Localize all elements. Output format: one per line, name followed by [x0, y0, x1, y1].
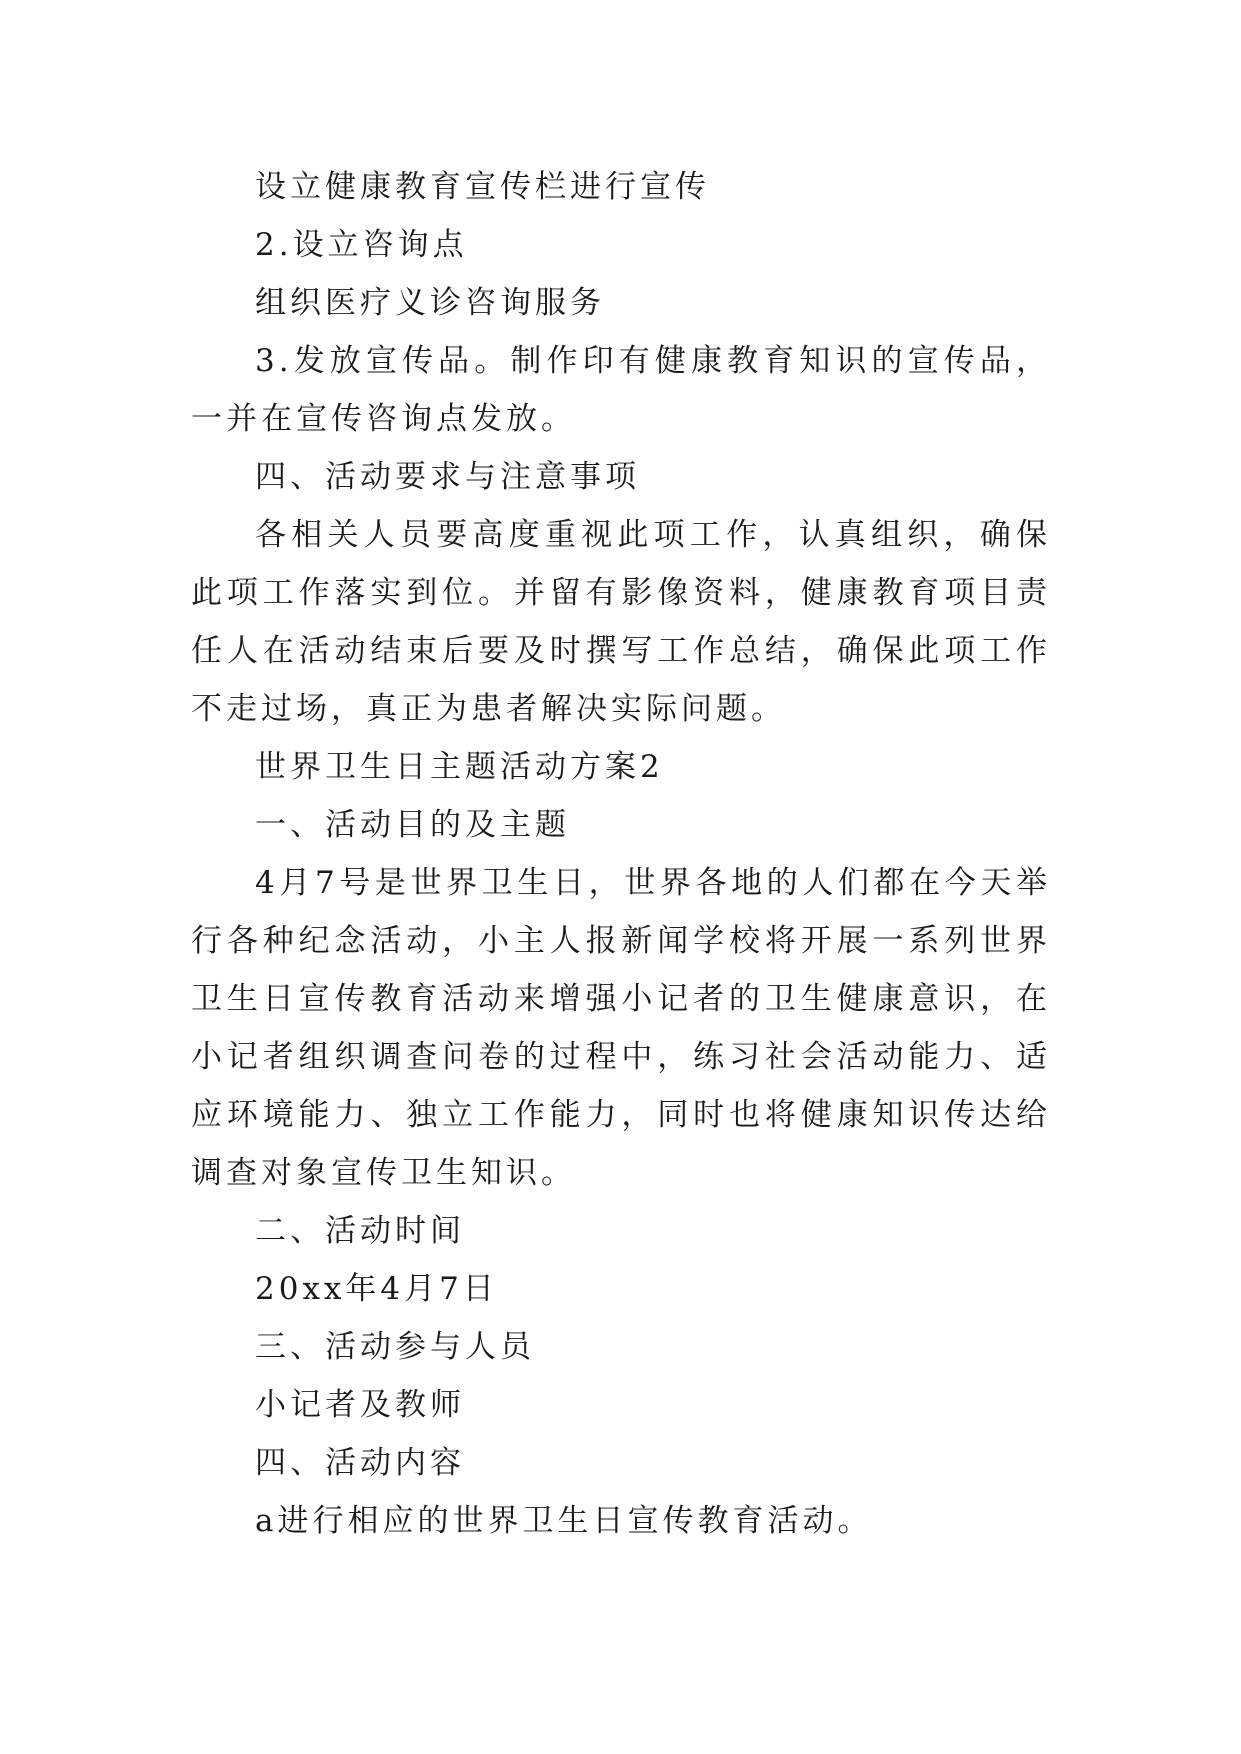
paragraph-content-item-a: a进行相应的世界卫生日宣传教育活动。: [255, 1503, 873, 1539]
section-heading-content: 四、活动内容: [255, 1445, 465, 1481]
paragraph-requirements-body: 各相关人员要高度重视此项工作，认真组织，确保此项工作落实到位。并留有影像资料，健康教育项目责任人在活动结束后要及时撰写工作总结，确保此项工作不走过场，真正为患者解决实际问题。: [191, 517, 1051, 727]
paragraph-consult-point-heading: 2.设立咨询点: [255, 227, 468, 263]
plan-title: 世界卫生日主题活动方案2: [255, 749, 664, 785]
paragraph-purpose-body: 4月7号是世界卫生日，世界各地的人们都在今天举行各种纪念活动，小主人报新闻学校将开展一系列世界卫生日宣传教育活动来增强小记者的卫生健康意识，在小记者组织调查问卷的过程中，练习社会活动能力、适应环境能力、独立工作能力，同时也将健康知识传达给调查对象宣传卫生知识。: [191, 865, 1051, 1191]
paragraph-distribute-materials: 3.发放宣传品。制作印有健康教育知识的宣传品，一并在宣传咨询点发放。: [191, 343, 1051, 437]
section-heading-requirements: 四、活动要求与注意事项: [255, 459, 640, 495]
section-heading-purpose: 一、活动目的及主题: [255, 807, 570, 843]
paragraph-participants: 小记者及教师: [255, 1387, 465, 1423]
paragraph-date: 20xx年4月7日: [255, 1271, 498, 1307]
document-body: [191, 158, 1051, 1550]
section-heading-participants: 三、活动参与人员: [255, 1329, 535, 1365]
section-heading-time: 二、活动时间: [255, 1213, 465, 1249]
paragraph-clinic-service: 组织医疗义诊咨询服务: [255, 285, 605, 321]
paragraph-health-board: 设立健康教育宣传栏进行宣传: [255, 169, 710, 205]
